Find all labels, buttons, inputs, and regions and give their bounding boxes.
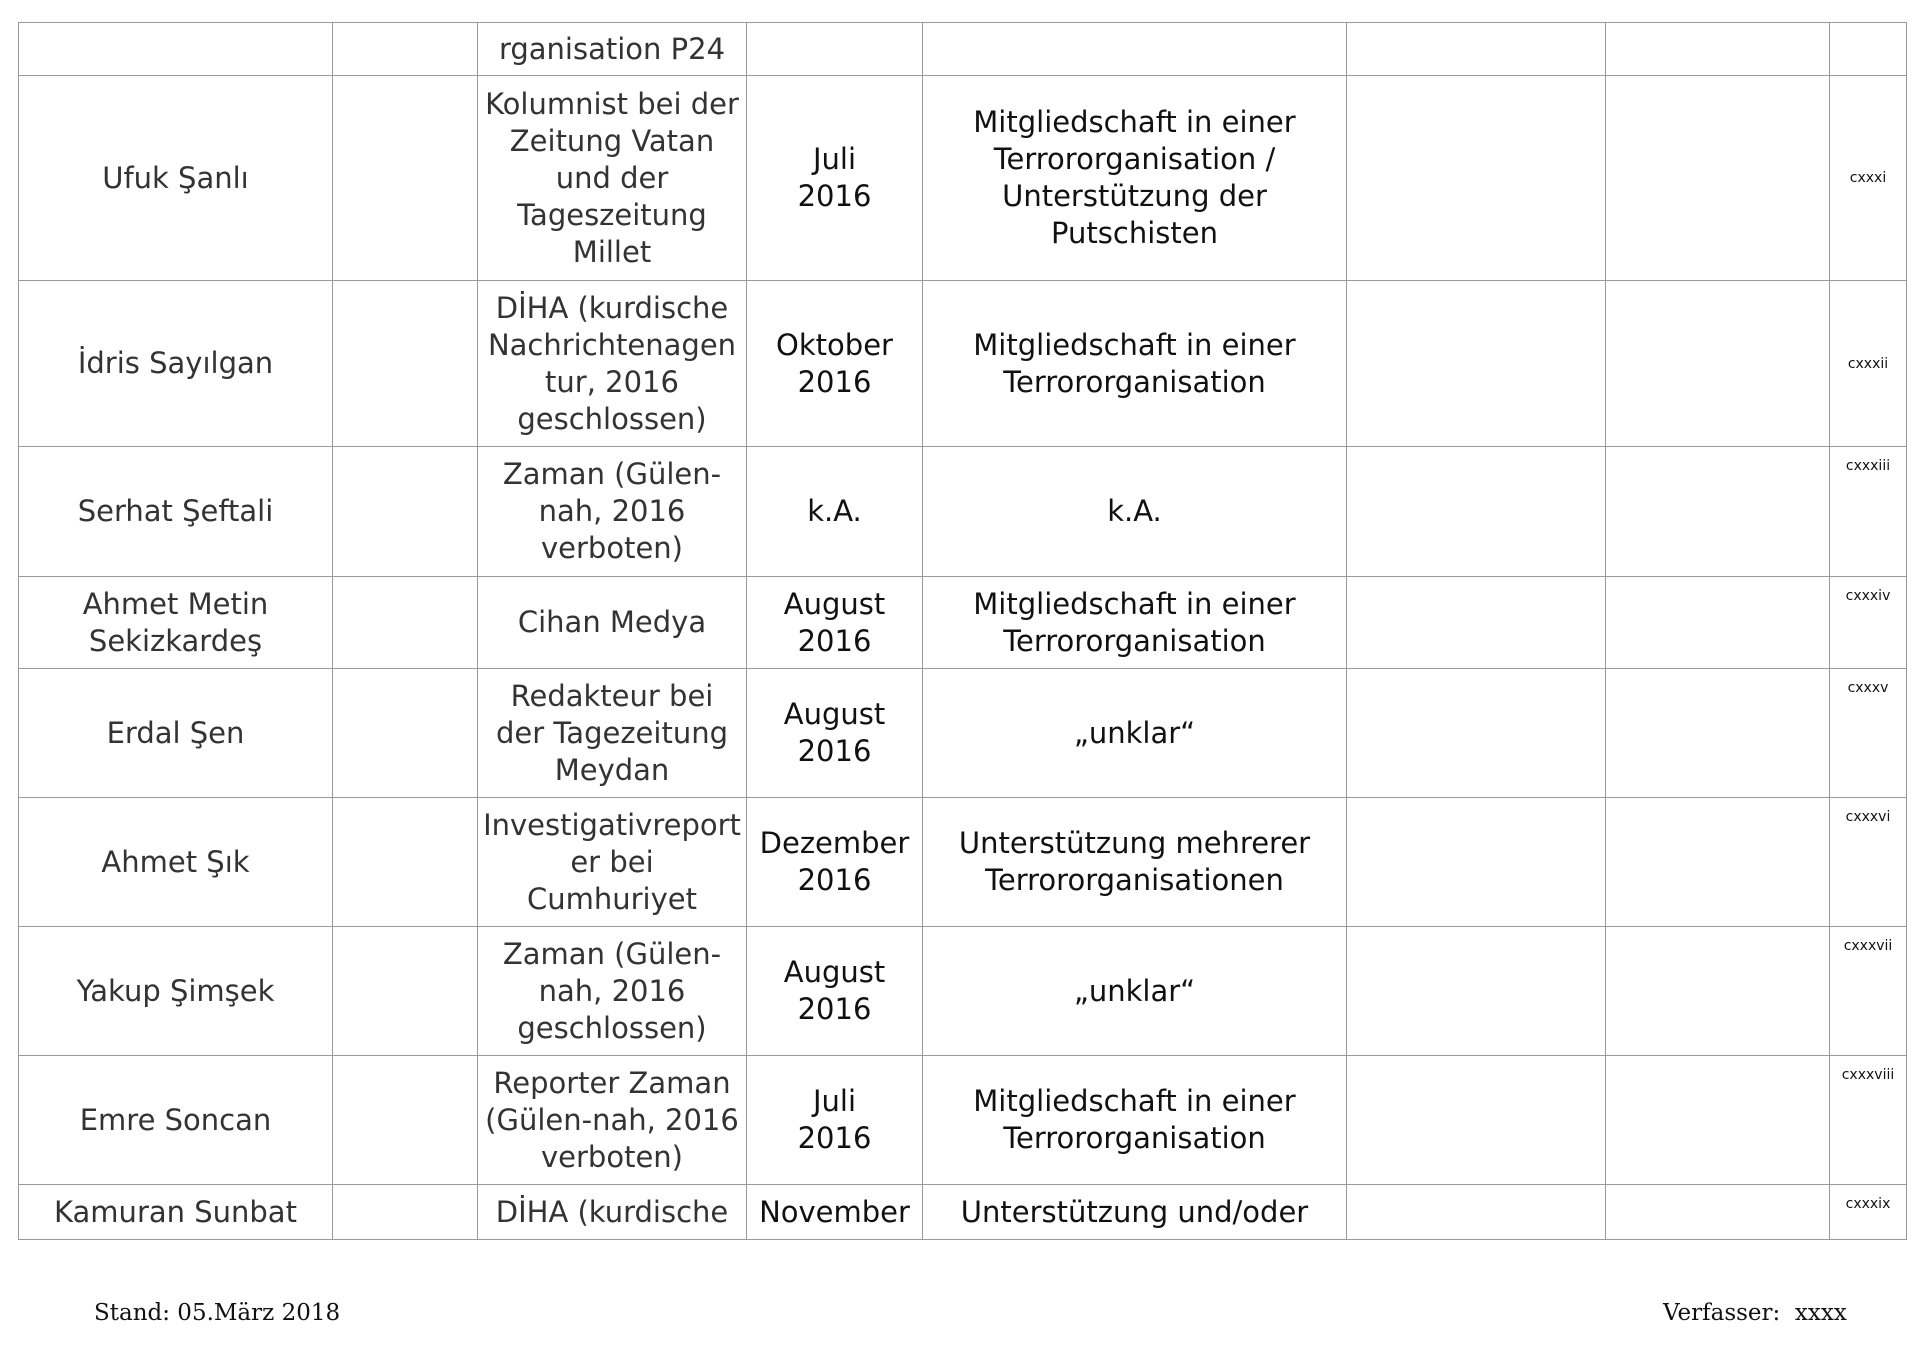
outlet-cell-line: der Tagezeitung [496,715,728,750]
charge-cell-line: k.A. [1107,494,1162,528]
empty-cell [333,577,478,669]
charge-cell [923,76,1347,281]
arrest-date-cell [747,927,923,1056]
empty-cell [1606,23,1830,76]
arrest-date-cell-line: 2016 [797,992,872,1026]
empty-cell [333,927,478,1056]
empty-cell [1347,669,1606,798]
charge-cell-line: „unklar“ [1073,715,1196,750]
journalist-name-cell: Kamuran Sunbat [19,1185,333,1240]
charge-cell-line: Terrororganisation [1003,1121,1266,1155]
outlet-cell-line: Zeitung Vatan [509,123,715,158]
journalist-name-cell: Emre Soncan [19,1056,333,1185]
outlet-cell-line: Nachrichtenagen [487,327,737,362]
endnote-ref-cell: cxxxiii [1830,447,1907,577]
journalist-name-cell: Serhat Şeftali [19,447,333,577]
empty-cell [1347,447,1606,577]
outlet-cell-line: nah, 2016 [538,973,686,1008]
outlet-cell-line: nah, 2016 [538,494,686,528]
outlet-cell-line: Tageszeitung [517,197,707,232]
charge-cell [923,798,1347,927]
charge-cell [923,1056,1347,1185]
empty-cell [333,669,478,798]
outlet-cell [478,927,747,1056]
charge-cell-line: Unterstützung und/oder [960,1194,1309,1229]
charge-cell [923,447,1347,577]
charge-cell [923,927,1347,1056]
endnote-ref-cell: cxxxi [1830,76,1907,281]
outlet-cell-line: rganisation P24 [498,31,726,66]
outlet-cell-line: Reporter Zaman [493,1065,731,1100]
outlet-cell-line: Zaman (Gülen- [502,936,722,971]
charge-cell [923,23,1347,76]
journalist-name-cell: İdris Sayılgan [19,281,333,447]
endnote-ref-cell: cxxxiv [1830,577,1907,669]
arrest-date-cell-line: August [783,697,886,731]
charge-cell [923,669,1347,798]
outlet-cell-line: und der [555,160,669,195]
table-row [19,447,1907,577]
charge-cell-line: Terrororganisationen [985,863,1284,897]
outlet-cell-line: geschlossen) [517,401,707,436]
arrest-date-cell [747,447,923,577]
outlet-cell-line: (Gülen-nah, 2016 [485,1102,739,1137]
outlet-cell [478,281,747,447]
journalist-name-cell: Ufuk Şanlı [19,76,333,281]
arrest-date-cell-line: 2016 [797,1121,872,1155]
empty-cell [1606,577,1830,669]
charge-cell-line: Unterstützung mehrerer [958,826,1311,860]
arrest-date-cell-line: 2016 [797,863,872,897]
charge-cell-line: Putschisten [1051,216,1218,250]
table-body [19,23,1907,1240]
table-row [19,76,1907,281]
empty-cell [1606,281,1830,447]
arrest-date-cell [747,577,923,669]
arrest-date-cell-line: Oktober [776,327,893,362]
endnote-ref-cell [1830,23,1907,76]
charge-cell-line: Unterstützung der [1002,179,1267,213]
arrest-date-cell-line: 2016 [797,734,872,768]
journalist-name-cell: Ahmet Şık [19,798,333,927]
footer-date: Stand: 05.März 2018 [94,1300,341,1326]
outlet-cell [478,76,747,281]
endnote-ref-cell: cxxxviii [1830,1056,1907,1185]
charge-cell-line: Mitgliedschaft in einer [973,327,1296,362]
empty-cell [1347,1185,1606,1240]
arrest-date-cell-line: 2016 [797,623,872,658]
outlet-cell-line: Cihan Medya [517,605,707,639]
empty-cell [1347,577,1606,669]
table-row [19,281,1907,447]
arrest-date-cell-line: k.A. [807,494,862,528]
endnote-ref-cell: cxxxvi [1830,798,1907,927]
journalist-name-cell [19,23,333,76]
charge-cell-line: „unklar“ [1073,973,1196,1008]
empty-cell [1606,447,1830,577]
empty-cell [1606,1056,1830,1185]
outlet-cell-line: Redakteur bei [510,678,714,713]
empty-cell [333,1056,478,1185]
empty-cell [1347,76,1606,281]
arrest-date-cell-line: Juli [812,142,857,176]
empty-cell [1347,927,1606,1056]
journalist-name-cell: Yakup Şimşek [19,927,333,1056]
arrest-date-cell [747,23,923,76]
outlet-cell [478,447,747,577]
endnote-ref-cell: cxxxii [1830,281,1907,447]
table-row [19,23,1907,76]
endnote-ref-cell: cxxxvii [1830,927,1907,1056]
empty-cell [1606,76,1830,281]
table-row [19,577,1907,669]
empty-cell [333,76,478,281]
outlet-cell-line: Meydan [554,752,670,787]
empty-cell [1606,669,1830,798]
charge-cell-line: Terrororganisation [1003,364,1266,399]
arrest-date-cell-line: Juli [812,1084,857,1118]
empty-cell [333,281,478,447]
outlet-cell-line: Cumhuriyet [527,881,697,916]
table-row [19,1056,1907,1185]
outlet-cell [478,577,747,669]
arrest-date-cell [747,281,923,447]
outlet-cell-line: DİHA (kurdische [495,290,729,325]
empty-cell [333,447,478,577]
outlet-cell [478,669,747,798]
arrest-date-cell-line: August [783,955,886,989]
outlet-cell-line: tur, 2016 [545,364,679,399]
empty-cell [333,23,478,76]
arrest-date-cell-line: August [783,586,886,621]
table-row [19,1185,1907,1240]
charge-cell-line: Terrororganisation / [993,142,1276,176]
charge-cell [923,577,1347,669]
journalist-name-cell: Ahmet Metin Sekizkardeş [19,577,333,669]
table-row [19,669,1907,798]
empty-cell [1606,927,1830,1056]
arrest-date-cell [747,1185,923,1240]
footer-author: Verfasser: xxxx [1663,1300,1847,1326]
outlet-cell-line: Investigativreport [483,807,741,842]
empty-cell [1606,798,1830,927]
outlet-cell-line: verboten) [541,531,683,565]
arrest-date-cell [747,798,923,927]
outlet-cell-line: er bei [570,844,654,879]
empty-cell [1347,798,1606,927]
outlet-cell-line: Millet [572,234,652,269]
table-row [19,798,1907,927]
arrest-date-cell [747,76,923,281]
arrest-date-cell-line: November [759,1194,910,1229]
arrest-date-cell [747,669,923,798]
journalist-table [18,22,1907,1240]
journalist-name-cell: Erdal Şen [19,669,333,798]
outlet-cell-line: Kolumnist bei der [485,86,739,121]
outlet-cell-line: verboten) [541,1139,683,1174]
empty-cell [333,1185,478,1240]
charge-cell-line: Terrororganisation [1003,623,1266,658]
empty-cell [1347,1056,1606,1185]
arrest-date-cell-line: 2016 [797,364,872,399]
empty-cell [1347,281,1606,447]
endnote-ref-cell: cxxxix [1830,1185,1907,1240]
charge-cell [923,281,1347,447]
charge-cell-line: Mitgliedschaft in einer [973,586,1296,621]
outlet-cell [478,23,747,76]
outlet-cell [478,1056,747,1185]
charge-cell-line: Mitgliedschaft in einer [973,105,1296,139]
empty-cell [1606,1185,1830,1240]
outlet-cell-line: DİHA (kurdische [495,1194,729,1229]
outlet-cell-line: geschlossen) [517,1010,707,1045]
arrest-date-cell-line: 2016 [797,179,872,213]
empty-cell [1347,23,1606,76]
charge-cell [923,1185,1347,1240]
table-row [19,927,1907,1056]
endnote-ref-cell: cxxxv [1830,669,1907,798]
outlet-cell [478,798,747,927]
outlet-cell [478,1185,747,1240]
charge-cell-line: Mitgliedschaft in einer [973,1084,1296,1118]
empty-cell [333,798,478,927]
arrest-date-cell [747,1056,923,1185]
arrest-date-cell-line: Dezember [759,826,910,860]
outlet-cell-line: Zaman (Gülen- [502,457,722,491]
